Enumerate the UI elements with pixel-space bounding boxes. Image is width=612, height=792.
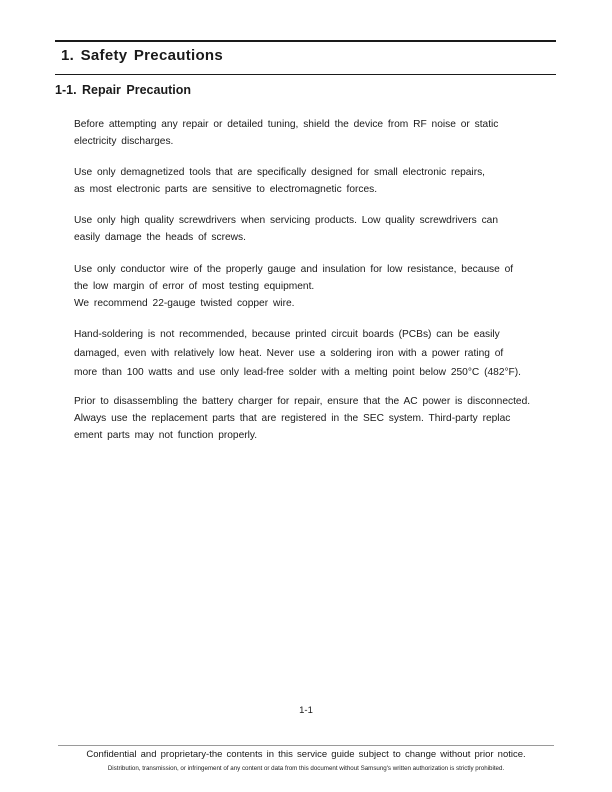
- paragraph-battery-charger: Prior to disassembling the battery charger for repair, ensure that the AC power is disconnected. Always use the replacement parts that are registered in the SEC system. Third-party replac ement parts may not function properly.: [74, 396, 531, 441]
- title-bottom-rule: [55, 74, 556, 75]
- title-top-rule: [55, 40, 556, 42]
- page-title: 1. Safety Precautions: [61, 47, 224, 64]
- footer-confidential-notice: Confidential and proprietary-the contents in this service guide subject to change without prior notice.: [86, 749, 526, 760]
- paragraph-rf-shielding: Before attempting any repair or detailed tuning, shield the device from RF noise or static electricity discharges.: [74, 119, 499, 147]
- paragraph-conductor-wire: Use only conductor wire of the properly gauge and insulation for low resistance, because of the low margin of error of most testing equipment. We recommend 22-gauge twisted copper wire.: [74, 264, 514, 309]
- paragraph-demagnetized-tools: Use only demagnetized tools that are specifically designed for small electronic repairs, as most electronic parts are sensitive to electromagnetic forces.: [74, 167, 486, 195]
- footer-rule: [58, 745, 554, 746]
- footer-legal-notice: Distribution, transmission, or infringement of any content or data from this document without Samsung's written authorization is strictly prohibited.: [107, 765, 505, 772]
- page-number: 1-1: [299, 705, 313, 716]
- paragraph-hand-soldering: Hand-soldering is not recommended, because printed circuit boards (PCBs) can be easily damaged, even with relatively low heat. Never use a soldering iron with a power rating of more than 100 watts and use only lead-free solder with a melting point below 250°C (482°F).: [74, 329, 522, 378]
- paragraph-screwdrivers: Use only high quality screwdrivers when servicing products. Low quality screwdrivers can easily damage the heads of screws.: [74, 215, 499, 243]
- section-heading: 1-1. Repair Precaution: [55, 83, 191, 97]
